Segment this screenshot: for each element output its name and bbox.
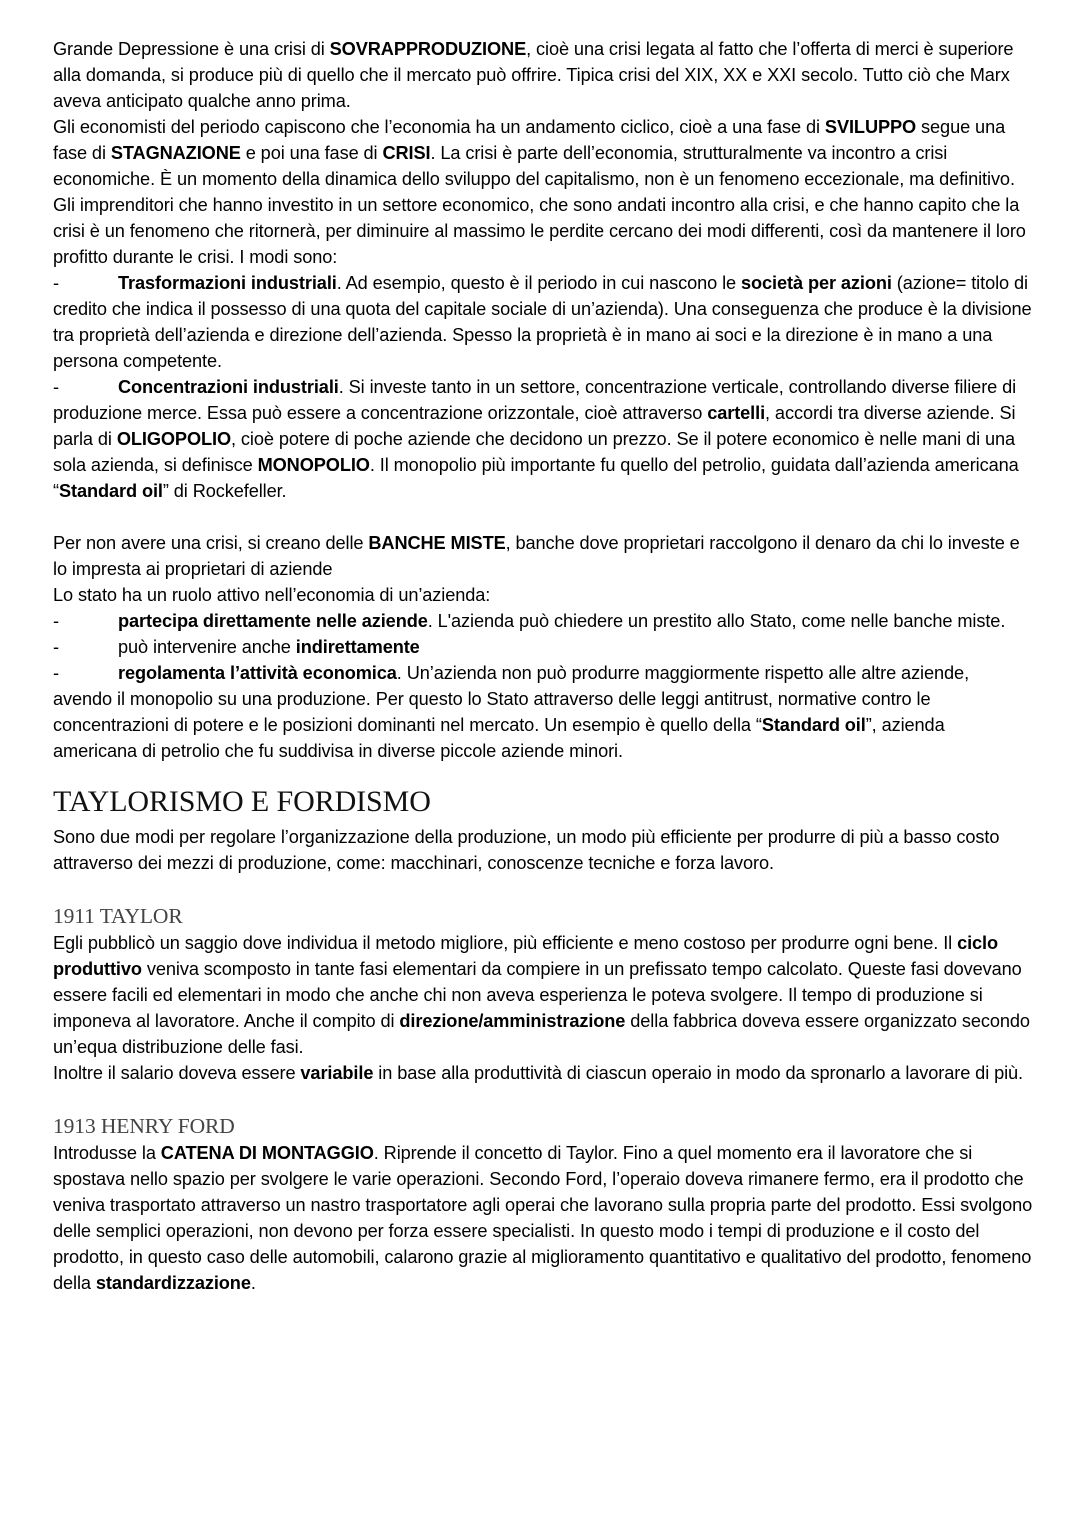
bold-term: standardizzazione [95, 1273, 251, 1293]
bold-term: Standard oil [761, 715, 866, 735]
bold-term: società per azioni [741, 273, 892, 293]
paragraph-ford-assembly-line: Introdusse la CATENA DI MONTAGGIO. Riprende il concetto di Taylor. Fino a quel momento era il lavoratore che si spostava nello spazio per svolgere le varie operazioni. Secondo Ford, l’operaio doveva rimanere fermo, era il prodotto che veniva trasportato attraverso un nastro trasportatore agli operai che lavorano sulla propria parte del prodotto. Essi svolgono delle semplici operazioni, non devono per forza essere specialisti. In questo modo i tempi di produzione e il costo del prodotto, in questo caso delle automobili, calarono grazie al miglioramento quantitativo e qualitativo del prodotto, fenomeno della standardizzazione. [53, 1143, 1033, 1293]
paragraph-economic-cycle: Gli economisti del periodo capiscono che l’economia ha un andamento ciclico, cioè a una fase di SVILUPPO segue una fase di STAGNAZIONE e poi una fase di CRISI. La crisi è parte dell’economia, strutturalmente va incontro a crisi economiche. È un momento della dinamica dello sviluppo del capitalismo, non è un fenomeno eccezionale, ma definitivo. [53, 117, 1015, 189]
bold-term: MONOPOLIO [257, 455, 370, 475]
list-item-concentrazioni: - Concentrazioni industriali. Si investe tanto in un settore, concentrazione verticale, controllando diverse filiere di produzione merce. Essa può essere a concentrazione orizzontale, cioè attraverso cartelli, accordi tra diverse aziende. Si parla di OLIGOPOLIO, cioè potere di poche aziende che decidono un prezzo. Se il potere economico è nelle mani di una sola azienda, si definisce MONOPOLIO. Il monopolio più importante fu quello del petrolio, guidata dall’azienda americana “Standard oil” di Rockefeller. [53, 374, 1033, 504]
bold-term: cartelli [707, 403, 766, 423]
bullet-dash: - [53, 637, 59, 657]
bold-term: partecipa direttamente nelle aziende [118, 611, 428, 631]
bullet-dash: - [53, 611, 59, 631]
list-item-indirettamente: - può intervenire anche indirettamente [53, 634, 1033, 660]
paragraph-ruolo-stato: Lo stato ha un ruolo attivo nell’economia di un’azienda: [53, 585, 491, 605]
bold-term: Concentrazioni industriali [118, 377, 339, 397]
paragraph-entrepreneurs: Gli imprenditori che hanno investito in un settore economico, che sono andati incontro alla crisi, e che hanno capito che la crisi è un fenomeno che ritornerà, per diminuire al massimo le perdite cercano dei modi differenti, così da mantenere il loro profitto durante le crisi. I modi sono: [53, 195, 1026, 267]
bold-term: BANCHE MISTE [368, 533, 506, 553]
list-item-trasformazioni: - Trasformazioni industriali. Ad esempio, questo è il periodo in cui nascono le società per azioni (azione= titolo di credito che indica il possesso di una quota del capitale sociale di un’azienda). Una conseguenza che produce è la divisione tra proprietà dell’azienda e direzione dell’azienda. Spesso la proprietà è in mano ai soci e la direzione è in mano a una persona competente. [53, 270, 1033, 374]
paragraph-banche-miste: Per non avere una crisi, si creano delle BANCHE MISTE, banche dove proprietari raccolgono il denaro da chi lo investe e lo impresta ai proprietari di aziende [53, 533, 1020, 579]
bold-term: CATENA DI MONTAGGIO [160, 1143, 374, 1163]
bold-term: STAGNAZIONE [110, 143, 241, 163]
heading-1911-taylor: 1911 TAYLOR [53, 904, 183, 928]
list-item-regolamenta: - regolamenta l’attività economica. Un’azienda non può produrre maggiormente rispetto alle altre aziende, avendo il monopolio su una produzione. Per questo lo Stato attraverso delle leggi antitrust, normative contro le concentrazioni di potere e le posizioni dominanti nel mercato. Un esempio è quello della “Standard oil”, azienda americana di petrolio che fu suddivisa in diverse piccole aziende minori. [53, 660, 1033, 764]
paragraph-taylor-salary: Inoltre il salario doveva essere variabile in base alla produttività di ciascun operaio in modo da spronarlo a lavorare di più. [53, 1063, 1024, 1083]
bullet-dash: - [53, 273, 59, 293]
bold-term: CRISI [382, 143, 431, 163]
paragraph-sovrapproduzione: Grande Depressione è una crisi di SOVRAPPRODUZIONE, cioè una crisi legata al fatto che l’offerta di merci è superiore alla domanda, si produce più di quello che il mercato può offrire. Tipica crisi del XIX, XX e XXI secolo. Tutto ciò che Marx aveva anticipato qualche anno prima. [53, 39, 1014, 111]
bold-term: OLIGOPOLIO [116, 429, 232, 449]
paragraph-taylor-method: Egli pubblicò un saggio dove individua il metodo migliore, più efficiente e meno costoso per produrre ogni bene. Il ciclo produttivo veniva scomposto in tante fasi elementari da compiere in un prefissato tempo calcolato. Queste fasi dovevano essere facili ed elementari in modo che anche chi non aveva esperienza le poteva svolgere. Il tempo di produzione si imponeva al lavoratore. Anche il compito di direzione/amministrazione della fabbrica doveva essere organizzato secondo un’equa distribuzione delle fasi. [53, 933, 1030, 1057]
document-page [53, 36, 1033, 1296]
heading-1913-ford: 1913 HENRY FORD [53, 1114, 235, 1138]
paragraph-taylorismo-intro: Sono due modi per regolare l’organizzazione della produzione, un modo più efficiente per produrre di più a basso costo attraverso dei mezzi di produzione, come: macchinari, conoscenze tecniche e forza lavoro. [53, 827, 1000, 873]
bullet-dash: - [53, 663, 59, 683]
bold-term: variabile [300, 1063, 374, 1083]
blank-line [53, 504, 1033, 530]
blank-line [53, 876, 1033, 902]
bold-term: Trasformazioni industriali [118, 273, 337, 293]
heading-taylorismo-fordismo: TAYLORISMO E FORDISMO [53, 785, 431, 818]
list-item-partecipa: - partecipa direttamente nelle aziende. L'azienda può chiedere un prestito allo Stato, come nelle banche miste. [53, 608, 1033, 634]
bold-term: SOVRAPPRODUZIONE [329, 39, 527, 59]
bold-term: ciclo produttivo [53, 933, 999, 979]
bold-term: Standard oil [58, 481, 163, 501]
blank-line [53, 1086, 1033, 1112]
bullet-dash: - [53, 377, 59, 397]
bold-term: direzione/amministrazione [399, 1011, 626, 1031]
bold-term: indirettamente [295, 637, 420, 657]
bold-term: regolamenta l’attività economica [118, 663, 397, 683]
bold-term: SVILUPPO [824, 117, 917, 137]
